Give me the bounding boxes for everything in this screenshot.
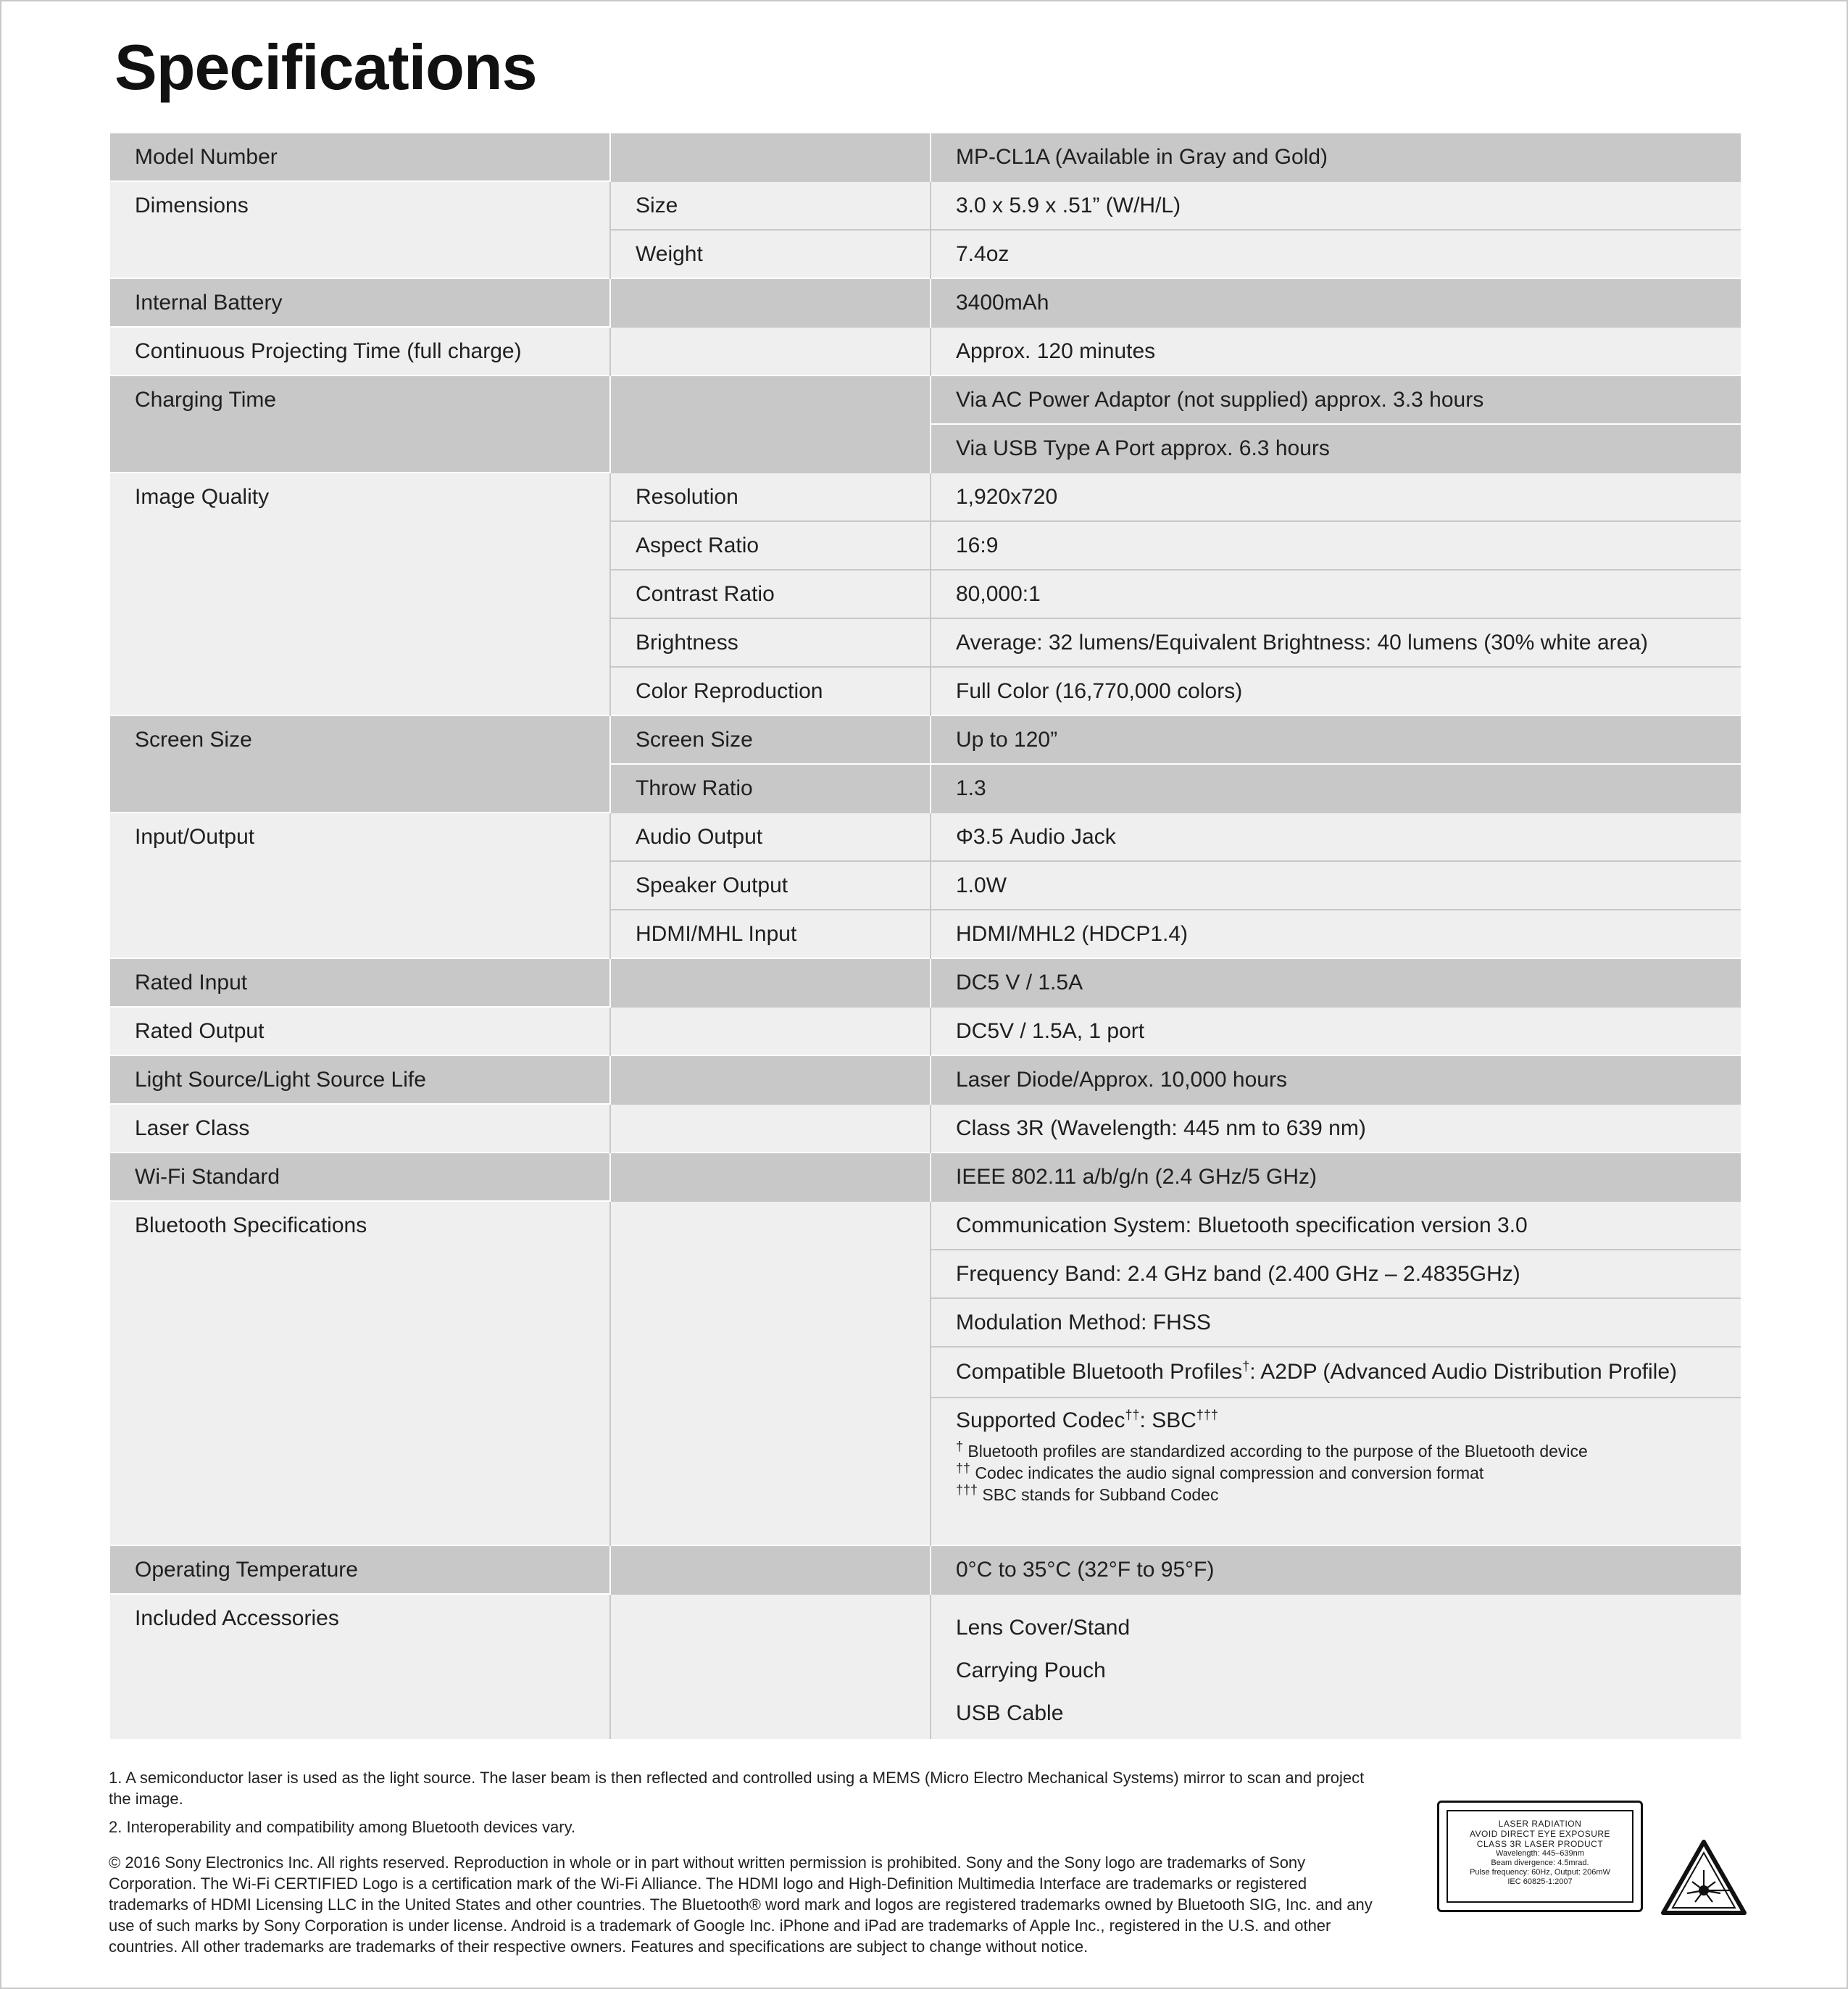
dagger-mark: † xyxy=(956,1439,964,1454)
spec-label: Dimensions xyxy=(110,181,610,278)
spec-label: Model Number xyxy=(110,133,610,181)
laser-caution-label xyxy=(1437,1801,1643,1912)
codec-text: Supported Codec xyxy=(956,1408,1125,1432)
spec-label: Wi-Fi Standard xyxy=(110,1153,610,1201)
spec-value: Average: 32 lumens/Equivalent Brightness: 40 lumens (30% white area) xyxy=(931,618,1741,667)
table-row xyxy=(110,1055,1741,1104)
spec-sublabel: Speaker Output xyxy=(610,861,931,910)
spec-value: Up to 120” xyxy=(931,715,1741,764)
spec-value: Approx. 120 minutes xyxy=(931,327,1741,375)
table-row xyxy=(110,278,1741,327)
spec-value: 3.0 x 5.9 x .51” (W/H/L) xyxy=(931,181,1741,230)
laser-label-line: AVOID DIRECT EYE EXPOSURE xyxy=(1469,1829,1611,1839)
table-row xyxy=(110,715,1741,764)
spec-label: Charging Time xyxy=(110,375,610,473)
spec-label: Operating Temperature xyxy=(110,1545,610,1594)
footnote: 1. A semiconductor laser is used as the light source. The laser beam is then reflected and controlled using a MEMS (Micro Electro Mechanical Systems) mirror to scan and project the image. xyxy=(109,1769,1365,1808)
page-title: Specifications xyxy=(115,31,537,103)
table-row xyxy=(110,133,1741,181)
laser-label-line: LASER RADIATION xyxy=(1498,1819,1582,1829)
dagger-mark: ††† xyxy=(956,1482,978,1498)
spec-label: Rated Input xyxy=(110,958,610,1007)
dagger-mark: ††† xyxy=(1196,1408,1218,1422)
spec-value: IEEE 802.11 a/b/g/n (2.4 GHz/5 GHz) xyxy=(931,1153,1741,1201)
spec-table xyxy=(110,132,1741,1739)
spec-label: Rated Output xyxy=(110,1007,610,1055)
spec-sublabel: Weight xyxy=(610,230,931,278)
note-text: Codec indicates the audio signal compression and conversion format xyxy=(970,1463,1484,1482)
table-row xyxy=(110,1545,1741,1594)
spec-label: Image Quality xyxy=(110,473,610,715)
laser-label-line: CLASS 3R LASER PRODUCT xyxy=(1476,1839,1604,1849)
spec-sublabel: Aspect Ratio xyxy=(610,521,931,570)
spec-value: 3400mAh xyxy=(931,278,1741,327)
spec-sublabel: Screen Size xyxy=(610,715,931,764)
table-row xyxy=(110,958,1741,1007)
spec-sublabel: Color Reproduction xyxy=(610,667,931,715)
table-row xyxy=(110,1153,1741,1201)
spec-label: Light Source/Light Source Life xyxy=(110,1055,610,1104)
spec-value: DC5V / 1.5A, 1 port xyxy=(931,1007,1741,1055)
note-text: SBC stands for Subband Codec xyxy=(978,1485,1219,1504)
spec-value: 80,000:1 xyxy=(931,570,1741,618)
spec-value: Full Color (16,770,000 colors) xyxy=(931,667,1741,715)
table-row xyxy=(110,327,1741,375)
spec-label: Laser Class xyxy=(110,1104,610,1153)
spec-value: 0°C to 35°C (32°F to 95°F) xyxy=(931,1545,1741,1594)
spec-value: Laser Diode/Approx. 10,000 hours xyxy=(931,1055,1741,1104)
spec-value: HDMI/MHL2 (HDCP1.4) xyxy=(931,910,1741,958)
spec-label: Included Accessories xyxy=(110,1594,610,1739)
spec-value: Class 3R (Wavelength: 445 nm to 639 nm) xyxy=(931,1104,1741,1153)
profiles-text: Compatible Bluetooth Profiles xyxy=(956,1360,1243,1384)
spec-value: 1,920x720 xyxy=(931,473,1741,521)
accessory-item: Lens Cover/Stand xyxy=(956,1616,1131,1640)
spec-sublabel: Contrast Ratio xyxy=(610,570,931,618)
spec-label: Bluetooth Specifications xyxy=(110,1201,610,1545)
spec-value: 1.0W xyxy=(931,861,1741,910)
spec-value: Via AC Power Adaptor (not supplied) approx. 3.3 hours xyxy=(931,375,1741,424)
table-row xyxy=(110,1201,1741,1250)
laser-label-line: Wavelength: 445–639nm xyxy=(1496,1849,1584,1858)
laser-label-line: Pulse frequency: 60Hz, Output: 206mW xyxy=(1470,1868,1610,1877)
footnote: 2. Interoperability and compatibility among Bluetooth devices vary. xyxy=(109,1818,576,1836)
laser-label-line: IEC 60825-1:2007 xyxy=(1507,1877,1573,1886)
profiles-text-rest: : A2DP (Advanced Audio Distribution Profile) xyxy=(1249,1360,1677,1384)
table-row xyxy=(110,813,1741,861)
table-row xyxy=(110,181,1741,230)
table-row xyxy=(110,1007,1741,1055)
spec-label: Internal Battery xyxy=(110,278,610,327)
copyright: © 2016 Sony Electronics Inc. All rights reserved. Reproduction in whole or in part without written permission is prohibited. Sony and the Sony logo are trademarks of Sony Corporation. The Wi-Fi CERTIFIED Logo is a certification mark of the Wi-Fi Alliance. The HDMI logo and High-Definition Multimedia Interface are trademarks or registered trademarks of HDMI Licensing LLC in the United States and other countries. The Bluetooth® word mark and logos are registered trademarks owned by Bluetooth SIG, Inc. and any use of such marks by Sony Corporation is under license. Android is a trademark of Google Inc. iPhone and iPad are trademarks of Apple Inc., registered in the U.S. and other countries. All other trademarks are trademarks of their respective owners. Features and specifications are subject to change without notice. xyxy=(109,1853,1373,1956)
table-row xyxy=(110,473,1741,521)
dagger-mark: † xyxy=(1242,1359,1250,1374)
spec-value: MP-CL1A (Available in Gray and Gold) xyxy=(931,133,1741,181)
codec-text-mid: : SBC xyxy=(1139,1408,1196,1432)
table-row xyxy=(110,1104,1741,1153)
dagger-mark: †† xyxy=(956,1461,971,1476)
spec-sublabel: Size xyxy=(610,181,931,230)
spec-value: DC5 V / 1.5A xyxy=(931,958,1741,1007)
spec-sublabel: Throw Ratio xyxy=(610,764,931,813)
spec-value xyxy=(931,1398,1741,1545)
accessory-item: USB Cable xyxy=(956,1701,1064,1725)
note-text: Bluetooth profiles are standardized according to the purpose of the Bluetooth device xyxy=(963,1442,1588,1461)
bluetooth-notes xyxy=(956,1440,1741,1513)
spec-value: 7.4oz xyxy=(931,230,1741,278)
spec-value xyxy=(931,1347,1741,1398)
spec-value: Frequency Band: 2.4 GHz band (2.400 GHz – 2.4835GHz) xyxy=(931,1250,1741,1298)
spec-sublabel: Brightness xyxy=(610,618,931,667)
accessory-item: Carrying Pouch xyxy=(956,1658,1106,1682)
spec-value: Communication System: Bluetooth specification version 3.0 xyxy=(931,1201,1741,1250)
spec-value: Via USB Type A Port approx. 6.3 hours xyxy=(931,424,1741,473)
spec-label: Input/Output xyxy=(110,813,610,958)
dagger-mark: †† xyxy=(1125,1408,1140,1422)
spec-value xyxy=(931,1594,1741,1739)
table-row xyxy=(110,375,1741,424)
table-row xyxy=(110,1594,1741,1739)
spec-label: Continuous Projecting Time (full charge) xyxy=(110,327,610,375)
spec-value: 16:9 xyxy=(931,521,1741,570)
spec-sublabel: HDMI/MHL Input xyxy=(610,910,931,958)
laser-warning-icon xyxy=(1661,1840,1747,1915)
footer-notes xyxy=(109,1767,1377,1964)
spec-label: Screen Size xyxy=(110,715,610,813)
laser-label-line: Beam divergence: 4.5mrad. xyxy=(1491,1859,1589,1867)
spec-value: Φ3.5 Audio Jack xyxy=(931,813,1741,861)
spec-sublabel: Resolution xyxy=(610,473,931,521)
spec-value: Modulation Method: FHSS xyxy=(931,1298,1741,1347)
spec-sublabel: Audio Output xyxy=(610,813,931,861)
spec-value: 1.3 xyxy=(931,764,1741,813)
